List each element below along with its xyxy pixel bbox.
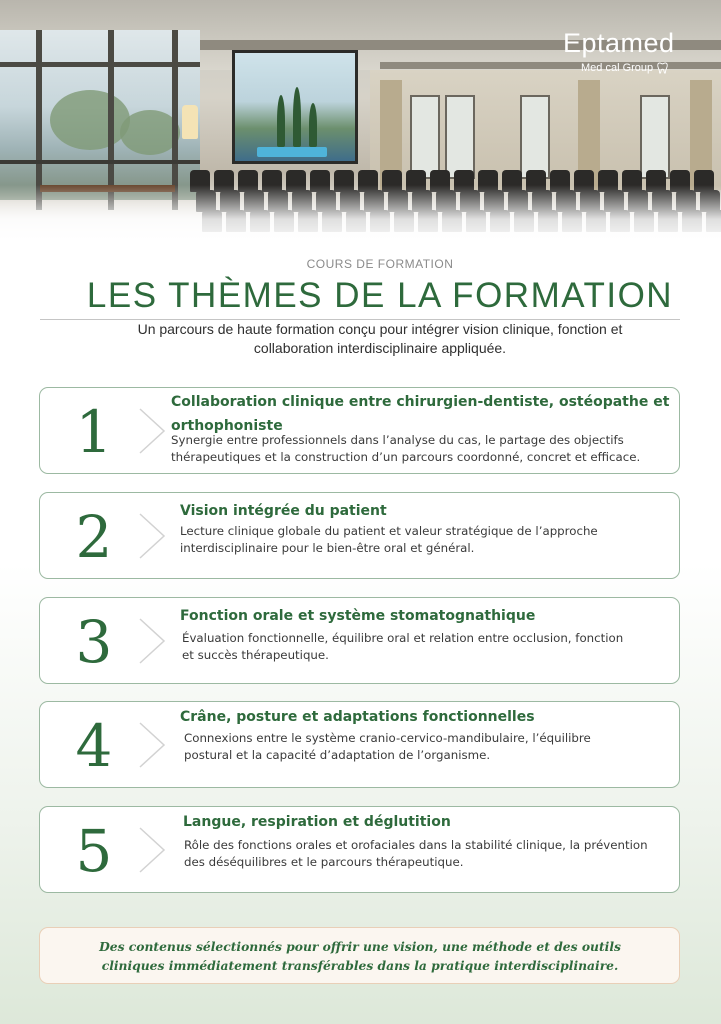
theme-card-4	[39, 701, 680, 788]
window-frame	[172, 30, 178, 210]
chevron-right-icon	[138, 408, 166, 454]
theme-card-5	[39, 806, 680, 893]
tooth-icon	[657, 62, 668, 74]
theme-title: Fonction orale et système stomatognathique	[180, 608, 536, 624]
wall-lamp	[182, 105, 198, 139]
projection-screen	[232, 50, 358, 164]
theme-number: 3	[75, 607, 113, 676]
theme-card-2	[39, 492, 680, 579]
window-frame	[108, 30, 114, 210]
hero-photo	[0, 0, 721, 245]
glass-door	[410, 95, 440, 179]
intro-text: Un parcours de haute formation conçu pour intégrer vision clinique, fonction et collaboration interdisciplinaire appliquée.	[137, 321, 623, 356]
glass-door	[445, 95, 475, 179]
window-frame	[36, 30, 42, 210]
glass-door	[520, 95, 550, 179]
theme-card-3	[39, 597, 680, 684]
theme-title: Langue, respiration et déglutition	[183, 814, 451, 830]
theme-number: 2	[75, 502, 113, 571]
theme-description: Connexions entre le système cranio-cervico-mandibulaire, l’équilibre postural et la capacité d’adaptation de l’organisme.	[184, 731, 591, 762]
closing-note	[39, 927, 680, 984]
chevron-right-icon	[138, 618, 166, 664]
theme-number: 5	[75, 816, 113, 885]
chevron-right-icon	[138, 513, 166, 559]
theme-description: Synergie entre professionnels dans l’analyse du cas, le partage des objectifs thérapeutiques et la construction d’un parcours coordonné, concret et efficace.	[171, 433, 641, 464]
section-kicker: COURS DE FORMATION	[306, 257, 454, 271]
theme-number: 1	[75, 397, 113, 466]
theme-title: Crâne, posture et adaptations fonctionnelles	[180, 709, 535, 725]
theme-description: Évaluation fonctionnelle, équilibre oral et relation entre occlusion, fonction et succès thérapeutique.	[182, 631, 624, 662]
brand-logo	[563, 28, 675, 74]
theme-card-1	[39, 387, 680, 474]
theme-description: Rôle des fonctions orales et orofaciales dans la stabilité clinique, la prévention des déséquilibres et le parcours thérapeutique.	[184, 838, 648, 869]
theme-title: Vision intégrée du patient	[180, 503, 387, 519]
brand-subtitle: Med cal Group	[581, 62, 654, 74]
chevron-right-icon	[138, 722, 166, 768]
page-title: LES THÈMES DE LA FORMATION	[86, 276, 674, 315]
tree	[50, 90, 130, 150]
chevron-right-icon	[138, 827, 166, 873]
closing-note-text: Des contenus sélectionnés pour offrir une vision, une méthode et des outils cliniques immédiatement transférables dans la pratique interdisciplinaire.	[99, 939, 621, 973]
glass-door	[640, 95, 670, 179]
tree	[120, 110, 180, 155]
window-frame	[0, 62, 200, 67]
theme-number: 4	[75, 711, 113, 780]
balcony-rail	[0, 160, 200, 164]
brand-name: Eptamed	[563, 28, 675, 58]
theme-title: Collaboration clinique entre chirurgien-dentiste, ostéopathe et orthophoniste	[171, 394, 670, 434]
theme-description: Lecture clinique globale du patient et valeur stratégique de l’approche interdisciplinaire pour le bien-être oral et général.	[180, 524, 598, 555]
